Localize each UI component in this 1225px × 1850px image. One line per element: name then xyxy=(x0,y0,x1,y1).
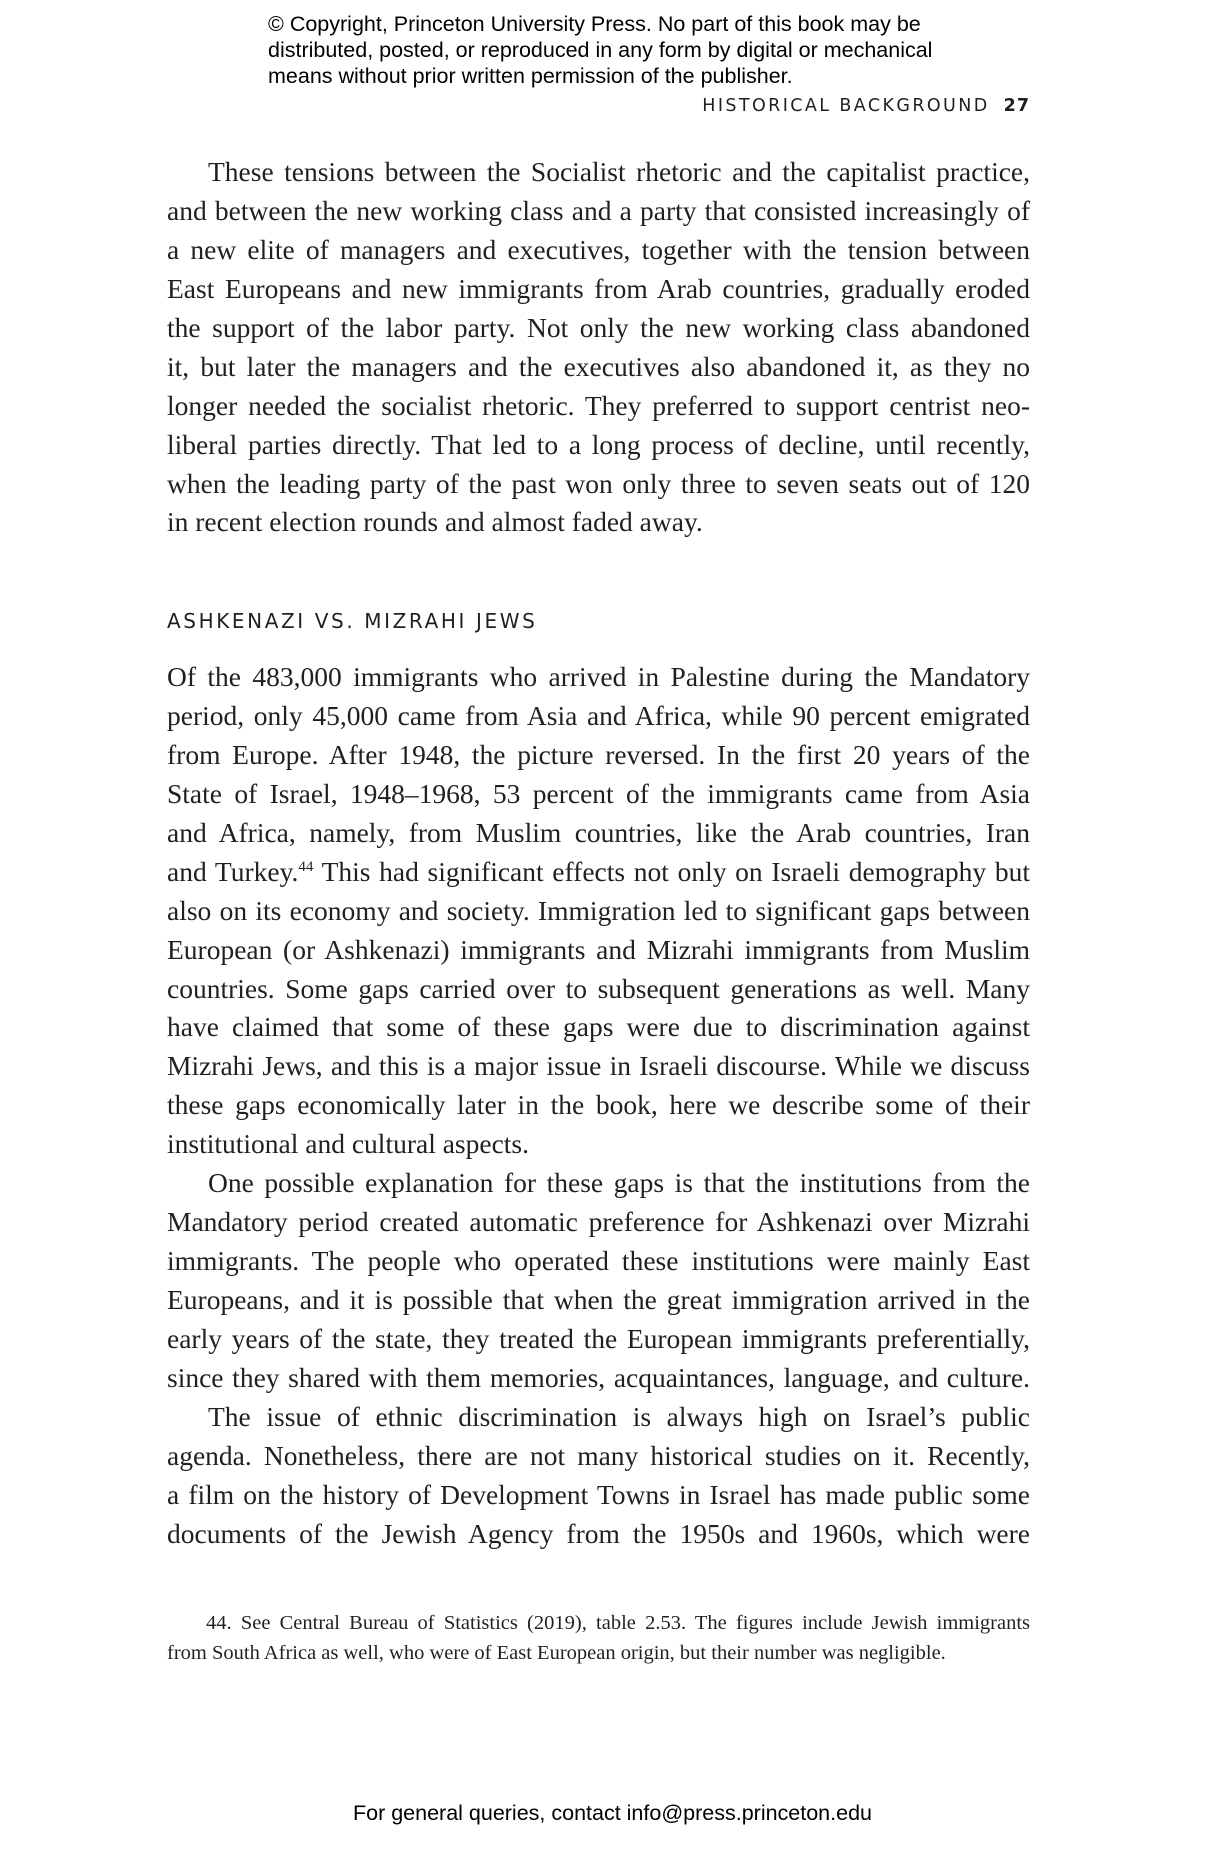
text-line: liberal parties directly. That led to a long process of decline, until recently, xyxy=(167,428,1030,460)
text-line: Europeans, and it is possible that when the great immigration arrived in the xyxy=(167,1284,1030,1315)
text-line: One possible explanation for these gaps is that the institutions from the xyxy=(208,1167,1030,1199)
text-line: and Africa, namely, from Muslim countries, like the Arab countries, Iran xyxy=(167,816,1030,848)
section-heading: ASHKENAZI VS. MIZRAHI JEWS xyxy=(167,609,538,633)
running-head-title: HISTORICAL BACKGROUND xyxy=(702,96,990,116)
copyright-notice xyxy=(268,11,988,89)
footnote-44-continued: from South Africa as well, who were of East European origin, but their number was negligible. xyxy=(167,1641,946,1664)
copyright-line: distributed, posted, or reproduced in any form by digital or mechanical xyxy=(268,38,933,62)
text-line: agenda. Nonetheless, there are not many historical studies on it. Recently, xyxy=(167,1439,1030,1471)
text-line: The issue of ethnic discrimination is always high on Israel’s public xyxy=(208,1400,1030,1432)
text-line-with-footnote xyxy=(167,853,1030,892)
copyright-line: means without prior written permission of the publisher. xyxy=(268,64,793,88)
text-line: from Europe. After 1948, the picture reversed. In the first 20 years of the xyxy=(167,738,1030,770)
text-fragment: and Turkey. xyxy=(167,855,299,887)
text-line: a new elite of managers and executives, together with the tension between xyxy=(167,233,1030,265)
text-line: Mizrahi Jews, and this is a major issue in Israeli discourse. While we discuss xyxy=(167,1050,1030,1082)
text-line: European (or Ashkenazi) immigrants and Mizrahi immigrants from Muslim xyxy=(167,933,1030,965)
copyright-line: © Copyright, Princeton University Press. No part of this book may be xyxy=(268,12,921,36)
footnotes xyxy=(167,1609,1030,1668)
text-line: Of the 483,000 immigrants who arrived in Palestine during the Mandatory xyxy=(167,661,1030,692)
text-line: a film on the history of Development Towns in Israel has made public some xyxy=(167,1478,1030,1510)
text-line: it, but later the managers and the executives also abandoned it, as they no xyxy=(167,350,1030,382)
paragraphs-2-4 xyxy=(167,658,1030,1554)
text-line: have claimed that some of these gaps were due to discrimination against xyxy=(167,1011,1030,1043)
text-line: in recent election rounds and almost faded away. xyxy=(167,506,703,538)
text-line: institutional and cultural aspects. xyxy=(167,1128,529,1160)
text-line: State of Israel, 1948–1968, 53 percent of the immigrants came from Asia xyxy=(167,777,1030,809)
text-line: Mandatory period created automatic preference for Ashkenazi over Mizrahi xyxy=(167,1206,1030,1238)
text-line: countries. Some gaps carried over to subsequent generations as well. Many xyxy=(167,972,1030,1004)
page-number: 27 xyxy=(1003,96,1030,116)
text-line: period, only 45,000 came from Asia and Africa, while 90 percent emigrated xyxy=(167,699,1030,731)
text-line: when the leading party of the past won only three to seven seats out of 120 xyxy=(167,467,1030,499)
footnote-44: 44. See Central Bureau of Statistics (2019), table 2.53. The figures include Jewish immigrants xyxy=(206,1612,1030,1634)
text-line: these gaps economically later in the book, here we describe some of their xyxy=(167,1089,1030,1121)
text-line: since they shared with them memories, acquaintances, language, and culture. xyxy=(167,1361,1030,1393)
text-line: These tensions between the Socialist rhetoric and the capitalist practice, xyxy=(208,156,1030,187)
paragraph-1 xyxy=(167,153,1030,542)
footnote-reference-link[interactable]: 44 xyxy=(298,858,314,875)
contact-footer: For general queries, contact info@press.princeton.edu xyxy=(352,1801,872,1825)
text-line: East Europeans and new immigrants from Arab countries, gradually eroded xyxy=(167,272,1030,304)
text-line: immigrants. The people who operated these institutions were mainly East xyxy=(167,1245,1030,1277)
text-line: early years of the state, they treated the European immigrants preferentially, xyxy=(167,1322,1030,1354)
text-line: longer needed the socialist rhetoric. They preferred to support centrist neo- xyxy=(167,389,1030,421)
text-line: also on its economy and society. Immigration led to significant gaps between xyxy=(167,894,1030,926)
text-line: documents of the Jewish Agency from the 1950s and 1960s, which were xyxy=(167,1517,1030,1549)
text-line: and between the new working class and a party that consisted increasingly of xyxy=(167,194,1030,226)
running-head xyxy=(702,96,1030,116)
text-fragment: This had significant effects not only on Israeli demography but xyxy=(313,855,1030,887)
text-line: the support of the labor party. Not only the new working class abandoned xyxy=(167,311,1030,343)
